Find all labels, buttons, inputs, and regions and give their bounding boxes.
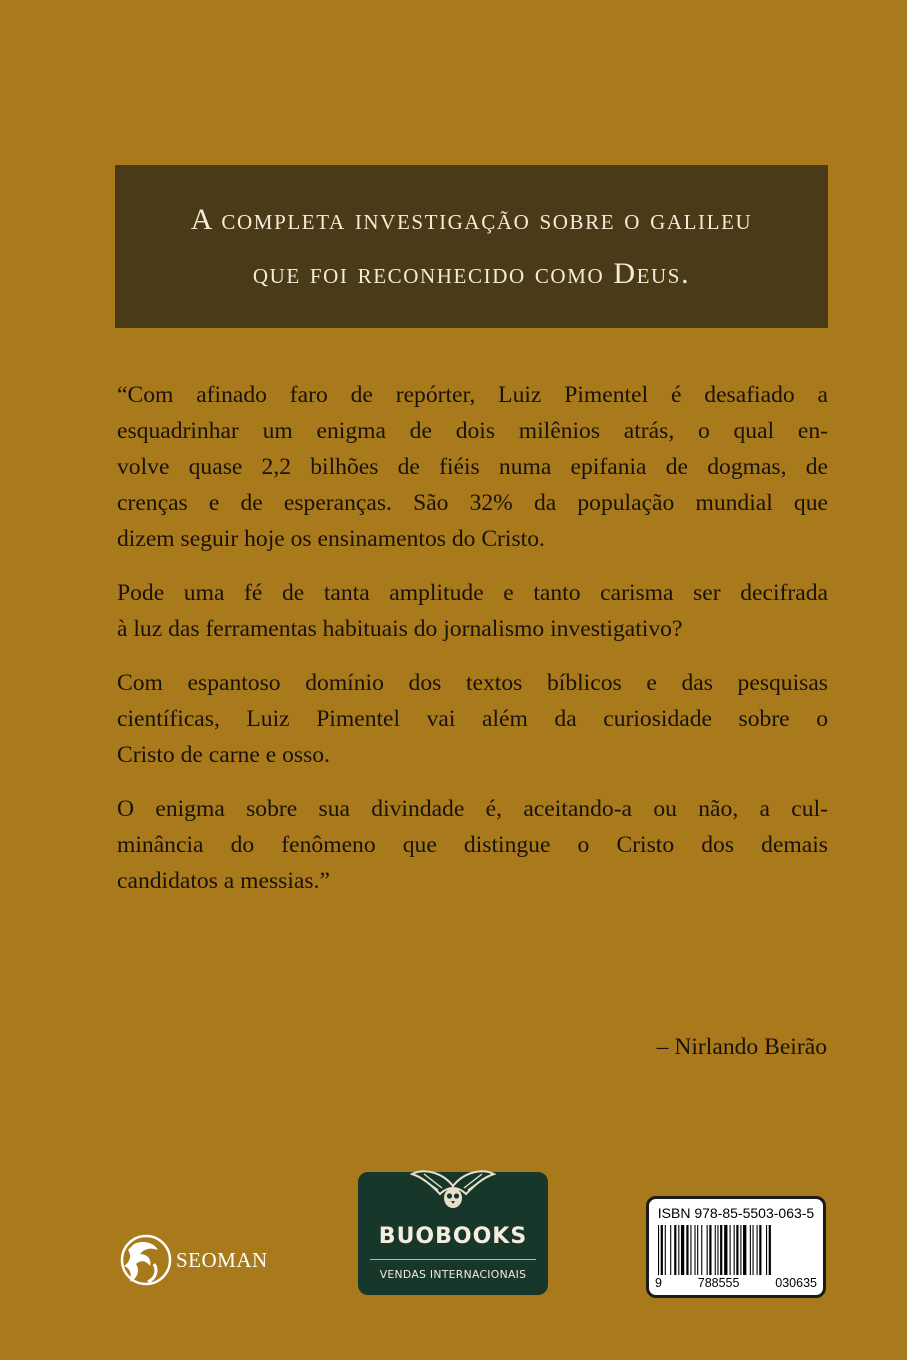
barcode-bar	[766, 1225, 767, 1275]
quote-line: dizem seguir hoje os ensinamentos do Cristo.	[117, 526, 545, 552]
barcode-bar	[694, 1225, 695, 1275]
isbn-barcode-block	[646, 1196, 826, 1298]
seoman-logo	[114, 1228, 279, 1292]
quote-paragraph-2	[117, 575, 828, 647]
quote-line: crenças e de esperanças. São 32% da população mundial que	[117, 490, 828, 516]
barcode-icon	[658, 1225, 816, 1275]
barcode-bar	[757, 1225, 758, 1275]
barcode-bar	[730, 1225, 731, 1275]
barcode-bar	[743, 1225, 746, 1275]
barcode-bar	[740, 1225, 741, 1275]
quote-line: esquadrinhar um enigma de dois milênios atrás, o qual en-	[117, 418, 828, 444]
barcode-bar	[715, 1225, 716, 1275]
isbn-digits-right: 030635	[775, 1276, 817, 1290]
quote-attribution: – Nirlando Beirão	[656, 1034, 827, 1060]
barcode-bar	[686, 1225, 688, 1275]
barcode-bar	[665, 1225, 666, 1275]
barcode-bar	[681, 1225, 684, 1275]
barcode-bar	[701, 1225, 702, 1275]
seoman-emblem-icon	[114, 1230, 174, 1290]
isbn-digits	[655, 1276, 817, 1290]
tagline-banner	[115, 165, 828, 328]
barcode-bar	[678, 1225, 679, 1275]
quote-paragraph-1	[117, 377, 828, 557]
barcode-bar	[734, 1225, 735, 1275]
quote-line: científicas, Luiz Pimentel vai além da curiosidade sobre o	[117, 706, 828, 732]
barcode-bar	[707, 1225, 708, 1275]
quote-line: Com espantoso domínio dos textos bíblicos e das pesquisas	[117, 670, 828, 696]
quote-line: volve quase 2,2 bilhões de fiéis numa epifania de dogmas, de	[117, 454, 828, 480]
distributor-name: BUOBOOKS	[378, 1224, 528, 1249]
barcode-bar	[720, 1225, 722, 1275]
isbn-digits-left: 788555	[697, 1276, 740, 1290]
publisher-name: SEOMAN	[176, 1247, 268, 1272]
barcode-bar	[759, 1225, 761, 1275]
quote-line: “Com afinado faro de repórter, Luiz Pimentel é desafiado a	[117, 382, 828, 408]
quote-paragraph-3	[117, 665, 828, 773]
barcode-bar	[724, 1225, 727, 1275]
distributor-subtitle: VENDAS INTERNACIONAIS	[379, 1268, 527, 1281]
barcode-bar	[750, 1225, 751, 1275]
quote-line: à luz das ferramentas habituais do jornalismo investigativo?	[117, 616, 683, 642]
barcode-bar	[661, 1225, 663, 1275]
review-quote	[117, 377, 828, 917]
barcode-bar	[670, 1225, 671, 1275]
quote-line: candidatos a messias.”	[117, 868, 330, 894]
barcode-bar	[753, 1225, 754, 1275]
barcode-bar	[674, 1225, 676, 1275]
barcode-bar	[697, 1225, 698, 1275]
barcode-bar	[709, 1225, 711, 1275]
buobooks-badge	[358, 1172, 548, 1295]
quote-line: O enigma sobre sua divindade é, aceitando-a ou não, a cul-	[117, 796, 828, 822]
quote-line: Pode uma fé de tanta amplitude e tanto carisma ser decifrada	[117, 580, 828, 606]
quote-line: minância do fenômeno que distingue o Cristo dos demais	[117, 832, 828, 858]
barcode-bar	[736, 1225, 738, 1275]
barcode-bar	[658, 1225, 659, 1275]
barcode-bar	[769, 1225, 771, 1275]
owl-wings-icon	[410, 1164, 496, 1212]
tagline-line-1: A completa investigação sobre o galileu	[190, 202, 753, 236]
barcode-bar	[690, 1225, 691, 1275]
barcode-bar	[717, 1225, 718, 1275]
badge-divider	[370, 1259, 536, 1260]
quote-line: Cristo de carne e osso.	[117, 742, 330, 768]
isbn-digit-lead: 9	[655, 1276, 662, 1290]
isbn-label: ISBN 978-85-5503-063-5	[657, 1205, 815, 1221]
quote-paragraph-4	[117, 791, 828, 899]
tagline-line-2: que foi reconhecido como Deus.	[252, 256, 691, 290]
